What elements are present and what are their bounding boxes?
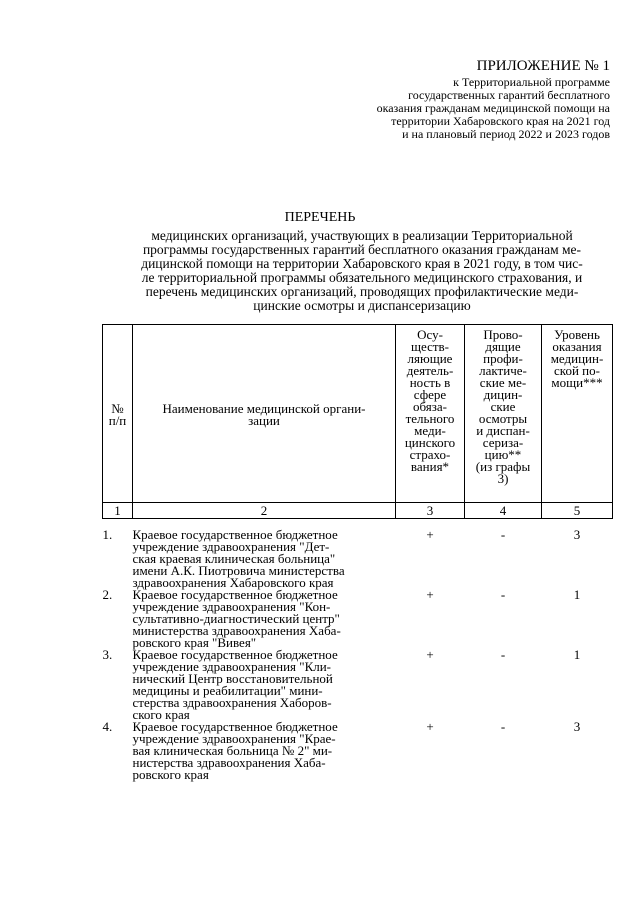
header-line: лактиче- (479, 363, 527, 378)
header-line: оказания (552, 339, 602, 354)
organization-name-line: учреждение здравоохранения "Кли- (132, 659, 332, 674)
organization-name-line: нистерства здравоохранения Хаба- (132, 755, 326, 770)
organization-name (133, 589, 396, 649)
header-line: деятель- (406, 363, 454, 378)
organization-name-line: ровского края "Вивея" (132, 635, 257, 650)
header-line: медицин- (550, 351, 604, 366)
organization-name-line: здравоохранения Хабаровского края (132, 575, 334, 590)
organization-name-line: Краевое государственное бюджетное (132, 587, 338, 602)
header-line: профи- (483, 351, 523, 366)
organization-name-line: имени А.К. Пиотровича министерства (132, 563, 345, 578)
appendix-line: и на плановый период 2022 и 2023 годов (402, 127, 610, 141)
organization-name-line: Краевое государственное бюджетное (132, 719, 338, 734)
care-level: 3 (573, 527, 581, 542)
subtitle-line: цинские осмотры и диспансеризацию (253, 298, 471, 313)
appendix-block (310, 58, 610, 141)
organization-name-line: ровского края (132, 767, 209, 782)
organization-name-line: учреждение здравоохранения "Кон- (132, 599, 331, 614)
header-line: сфере (413, 387, 447, 402)
header-line: цинского (404, 435, 456, 450)
header-line: осмотры (478, 411, 528, 426)
subtitle-line: медицинских организаций, участвующих в реализации Территориальной (151, 228, 573, 243)
column-number: 3 (396, 503, 465, 519)
header-line: обяза- (412, 399, 447, 414)
header-line: и диспан- (476, 423, 530, 438)
column-number: 5 (542, 503, 613, 519)
row-number: 2. (102, 587, 113, 602)
header-line: Уровень (554, 327, 600, 342)
organization-name-line: Краевое государственное бюджетное (132, 647, 338, 662)
oms-mark: + (426, 587, 434, 602)
prof-mark: - (500, 719, 506, 734)
subtitle-line: ле территориальной программы обязательного медицинского страхования, и (141, 270, 583, 285)
header-number (103, 325, 133, 503)
header-line: (из графы (475, 459, 531, 474)
appendix-line: к Территориальной программе (453, 75, 610, 89)
row-number: 1. (102, 527, 113, 542)
organization-name-line: учреждение здравоохранения "Крае- (132, 731, 336, 746)
column-number: 1 (103, 503, 133, 519)
subtitle-line: программы государственных гарантий бесплатного оказания гражданам ме- (142, 242, 582, 257)
header-line: зации (248, 412, 280, 428)
document-subtitle (112, 229, 612, 313)
care-level: 1 (573, 587, 581, 602)
organization-name-line: учреждение здравоохранения "Дет- (132, 539, 330, 554)
organizations-table (102, 324, 613, 781)
header-line: тельного (405, 411, 455, 426)
care-level: 3 (573, 719, 581, 734)
row-number: 3. (102, 647, 113, 662)
organization-name-line: сультативно-диагностический центр" (132, 611, 340, 626)
header-line: п/п (108, 412, 127, 428)
header-line: Наименование медицинской органи- (162, 400, 366, 416)
column-number: 4 (465, 503, 542, 519)
organization-name (133, 721, 396, 781)
header-line: дящие (485, 339, 521, 354)
header-line: Осу- (417, 327, 443, 342)
header-level (542, 325, 613, 503)
table-body (103, 519, 613, 782)
organization-name-line: ская краевая клиническая больница" (132, 551, 336, 566)
column-numbers-row (103, 503, 613, 519)
organization-name-line: нический Центр восстановительной (132, 671, 333, 686)
header-line: вания* (410, 459, 450, 474)
appendix-line: территории Хабаровского края на 2021 год (391, 114, 610, 128)
care-level: 1 (573, 647, 581, 662)
organization-name-line: министерства здравоохранения Хаба- (132, 623, 341, 638)
organization-name-line: медицины и реабилитации" мини- (132, 683, 323, 698)
oms-mark: + (426, 647, 434, 662)
appendix-title: ПРИЛОЖЕНИЕ № 1 (476, 58, 610, 74)
oms-mark: + (426, 719, 434, 734)
header-oms (396, 325, 465, 503)
header-prof (465, 325, 542, 503)
appendix-line: государственных гарантий бесплатного (408, 88, 610, 102)
row-number: 4. (102, 719, 113, 734)
header-name (133, 325, 396, 503)
organization-name (133, 519, 396, 590)
organization-name-line: стерства здравоохранения Хаборов- (132, 695, 332, 710)
prof-mark: - (500, 587, 506, 602)
header-line: Прово- (483, 327, 523, 342)
header-line: цию** (484, 447, 522, 462)
header-line: сериза- (482, 435, 524, 450)
document-title: ПЕРЕЧЕНЬ (284, 210, 356, 225)
table-header-row (103, 325, 613, 503)
header-line: ские (490, 399, 516, 414)
table-row (103, 721, 613, 781)
header-line: № (111, 400, 124, 416)
header-line: меди- (414, 423, 446, 438)
header-line: ность в (409, 375, 451, 390)
organization-name-line: вая клиническая больница № 2" ми- (132, 743, 333, 758)
header-line: ской по- (554, 363, 600, 378)
organization-name-line: Краевое государственное бюджетное (132, 527, 338, 542)
subtitle-line: дицинской помощи на территории Хабаровского края в 2021 году, в том чис- (141, 256, 583, 271)
table-row (103, 589, 613, 649)
oms-mark: + (426, 527, 434, 542)
column-number: 2 (133, 503, 396, 519)
header-line: ляющие (407, 351, 453, 366)
subtitle-line: перечень медицинских организаций, проводящих профилактические меди- (145, 284, 579, 299)
header-line: ские ме- (479, 375, 527, 390)
organization-name-line: ского края (132, 707, 190, 722)
header-line: мощи*** (551, 375, 603, 390)
header-line: ществ- (410, 339, 450, 354)
appendix-line: оказания гражданам медицинской помощи на (376, 101, 610, 115)
table-row (103, 519, 613, 590)
header-line: дицин- (483, 387, 523, 402)
table-row (103, 649, 613, 721)
header-line: 3) (497, 471, 509, 486)
header-line: страхо- (409, 447, 451, 462)
prof-mark: - (500, 647, 506, 662)
prof-mark: - (500, 527, 506, 542)
organization-name (133, 649, 396, 721)
